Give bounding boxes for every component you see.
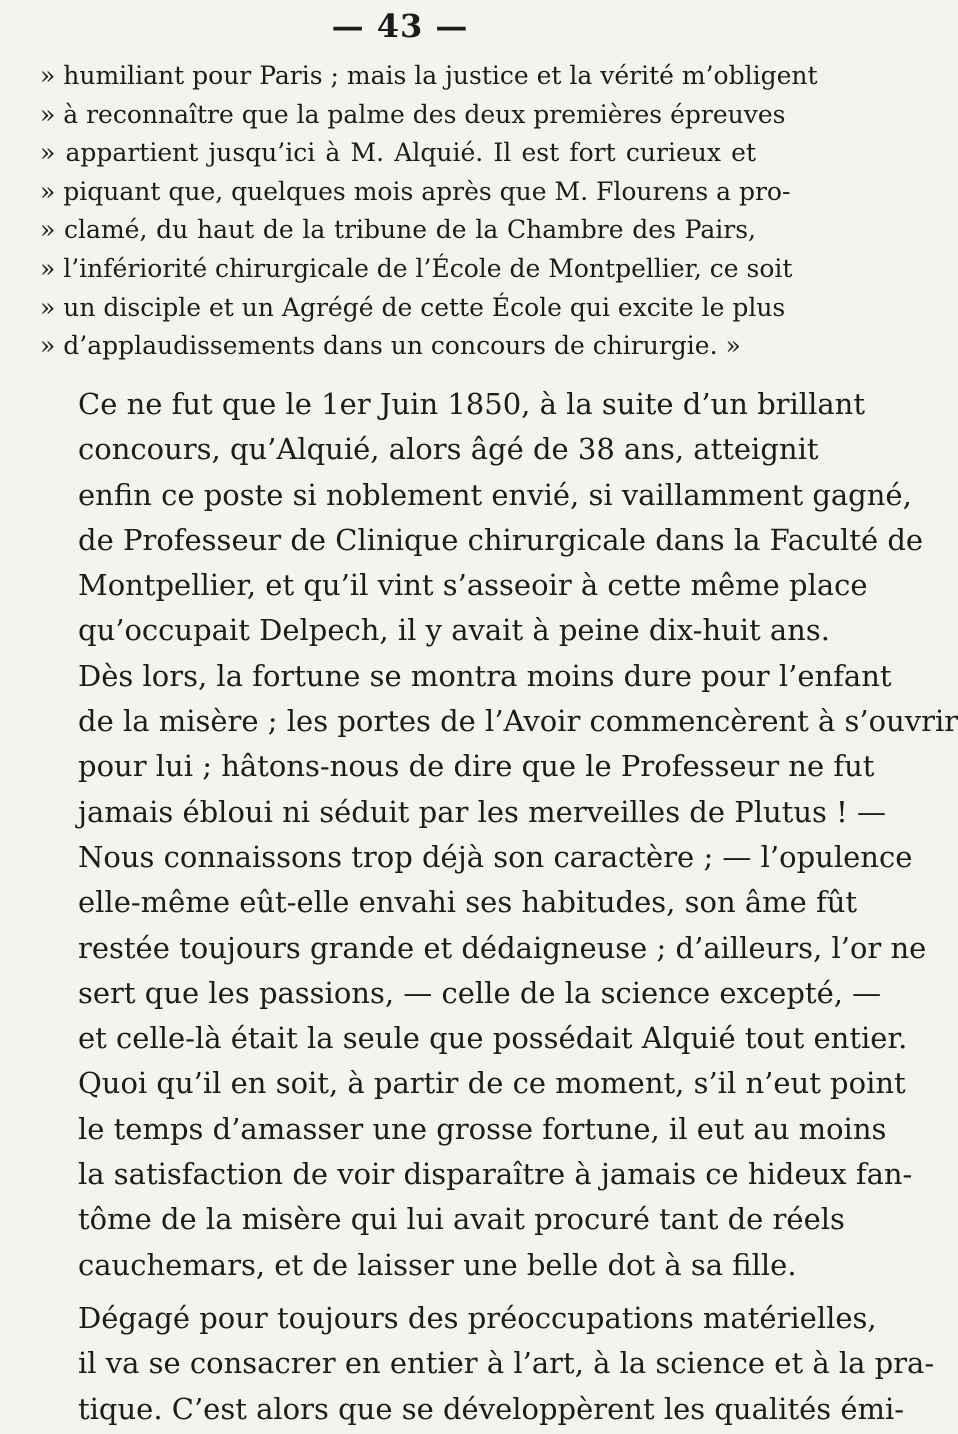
text-line: elle-même eût-elle envahi ses habitudes, son âme fût — [78, 885, 858, 920]
text-line: Nous connaissons trop déjà son caractère ; — l’opulence — [78, 839, 913, 874]
paragraph-appointment — [40, 382, 958, 1288]
paragraph-dedication — [40, 1296, 935, 1432]
quote-line: » appartient jusqu’ici à M. Alquié. Il est fort curieux et — [40, 138, 756, 168]
text-line: qu’occupait Delpech, il y avait à peine dix-huit ans. — [78, 613, 830, 648]
text-line: concours, qu’Alquié, alors âgé de 38 ans, atteignit — [78, 432, 819, 467]
quote-line: » un disciple et un Agrégé de cette École qui excite le plus — [40, 292, 786, 322]
quote-line: » piquant que, quelques mois après que M. Flourens a pro- — [40, 176, 791, 206]
text-line: Dégagé pour toujours des préoccupations matérielles, — [78, 1300, 877, 1335]
text-line: enfin ce poste si noblement envié, si vaillamment gagné, — [78, 477, 912, 512]
text-line: cauchemars, et de laisser une belle dot à sa fille. — [78, 1247, 797, 1282]
text-line: restée toujours grande et dédaigneuse ; d’ailleurs, l’or ne — [78, 930, 927, 965]
text-line: et celle-là était la seule que possédait Alquié tout entier. — [78, 1021, 908, 1056]
text-line: Dès lors, la fortune se montra moins dure pour l’enfant — [78, 658, 892, 693]
text-line: Quoi qu’il en soit, à partir de ce moment, s’il n’eut point — [78, 1066, 906, 1101]
text-line: il va se consacrer en entier à l’art, à la science et à la pra- — [78, 1346, 935, 1381]
quote-line: » clamé, du haut de la tribune de la Chambre des Pairs, — [40, 215, 756, 245]
text-line: tôme de la misère qui lui avait procuré tant de réels — [78, 1202, 845, 1237]
quotation-block — [40, 57, 818, 366]
body-text — [40, 382, 958, 1432]
text-line: de Professeur de Clinique chirurgicale dans la Faculté de — [78, 522, 924, 557]
text-line: le temps d’amasser une grosse fortune, il eut au moins — [78, 1111, 887, 1146]
text-line: de la misère ; les portes de l’Avoir commencèrent à s’ouvrir — [78, 704, 958, 739]
text-line: pour lui ; hâtons-nous de dire que le Professeur ne fut — [78, 749, 875, 784]
text-line: Ce ne fut que le 1er Juin 1850, à la suite d’un brillant — [78, 387, 865, 421]
page-number: — 43 — — [331, 7, 469, 45]
text-line: tique. C’est alors que se développèrent les qualités émi- — [78, 1391, 905, 1426]
text-line: jamais ébloui ni séduit par les merveilles de Plutus ! — — [78, 794, 887, 829]
quote-line: » d’applaudissements dans un concours de chirurgie. » — [40, 331, 741, 361]
text-line: Montpellier, et qu’il vint s’asseoir à cette même place — [78, 568, 868, 603]
text-line: la satisfaction de voir disparaître à jamais ce hideux fan- — [78, 1157, 913, 1192]
text-line: sert que les passions, — celle de la science excepté, — — [78, 975, 882, 1010]
quote-line: » à reconnaître que la palme des deux premières épreuves — [40, 99, 786, 129]
quote-line: » humiliant pour Paris ; mais la justice et la vérité m’obligent — [40, 61, 818, 90]
quote-line: » l’infériorité chirurgicale de l’École de Montpellier, ce soit — [40, 253, 793, 283]
